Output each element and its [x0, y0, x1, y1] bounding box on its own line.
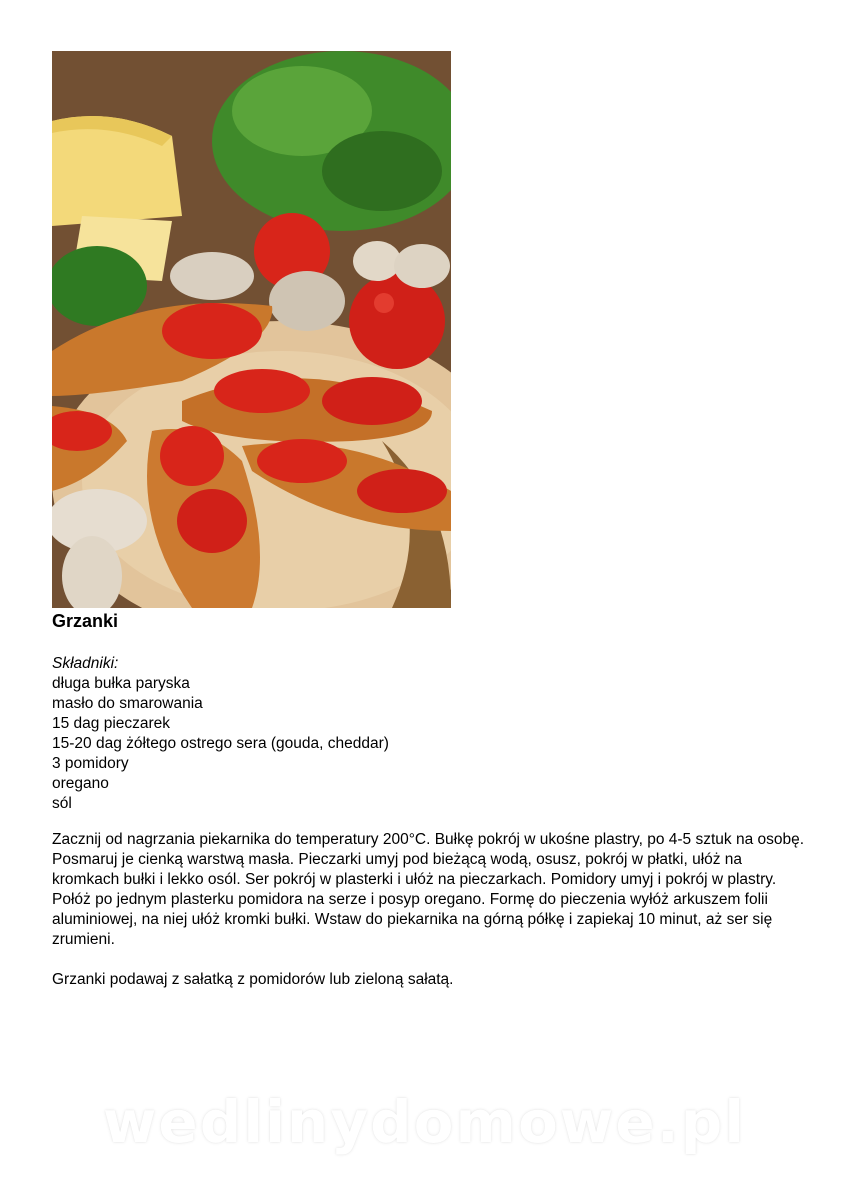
recipe-title: Grzanki [52, 611, 119, 631]
ingredient-item: oregano [52, 775, 109, 792]
ingredients-list [52, 674, 389, 814]
ingredient-item: 15 dag pieczarek [52, 715, 171, 732]
food-photo [52, 51, 451, 608]
ingredients-heading: Składniki: [52, 655, 119, 672]
ingredient-item: 3 pomidory [52, 755, 129, 772]
ingredient-item: 15-20 dag żółtego ostrego sera (gouda, cheddar) [52, 735, 389, 752]
watermark: wedlinydomowe.pl [102, 1088, 747, 1156]
bruschetta-illustration [52, 51, 451, 608]
ingredient-item: sól [52, 795, 72, 812]
ingredient-item: masło do smarowania [52, 695, 203, 712]
instructions-paragraph: Zacznij od nagrzania piekarnika do temperatury 200°C. Bułkę pokrój w ukośne plastry, po 4-5 sztuk na osobę. Posmaruj je cienką warstwą masła. Pieczarki umyj pod bieżącą wodą, osusz, pokrój w płatki, ułóż na kromkach bułki i lekko osól. Ser pokrój w plasterki i ułóż na pieczarkach. Pomidory umyj i pokrój w plastry. Połóż po jednym plasterku pomidora na serze i posyp oregano. Formę do pieczenia wyłóż arkuszem folii aluminiowej, na niej ułóż kromki bułki. Wstaw do piekarnika na górną półkę i zapiekaj 10 minut, aż ser się zrumieni. [52, 831, 805, 948]
serving-suggestion: Grzanki podawaj z sałatką z pomidorów lub zieloną sałatą. [52, 971, 454, 988]
ingredient-item: długa bułka paryska [52, 675, 190, 692]
